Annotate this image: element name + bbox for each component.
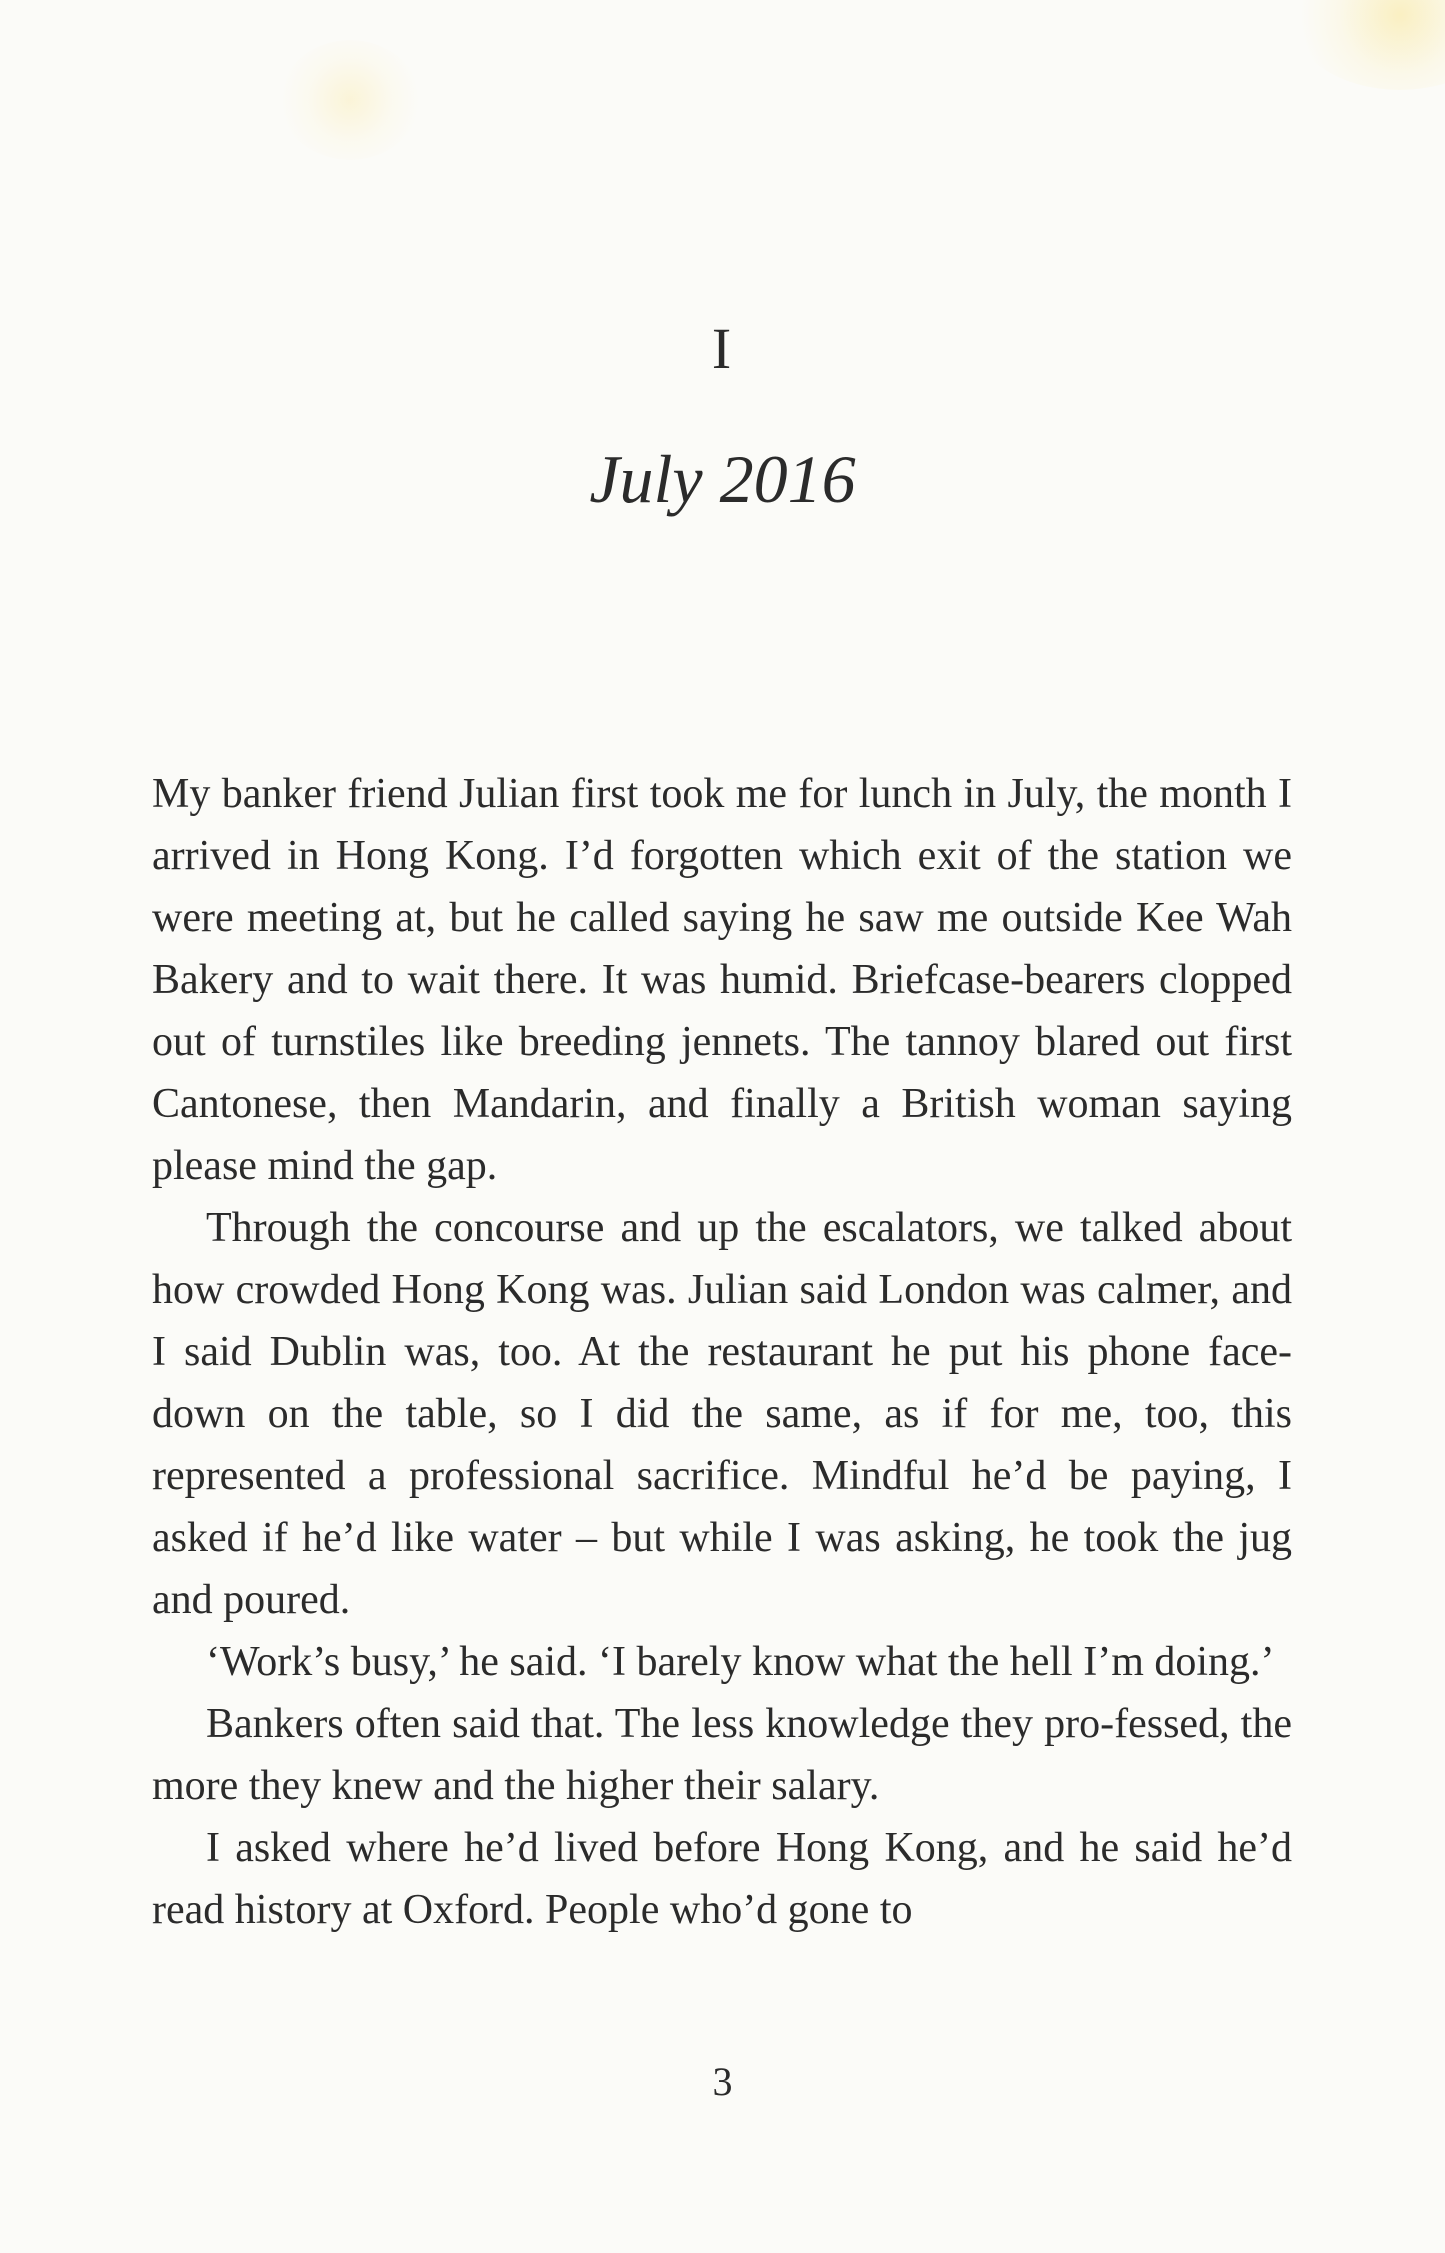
body-text xyxy=(152,763,1292,1941)
chapter-number: I xyxy=(711,316,734,381)
paragraph: I asked where he’d lived before Hong Kong, and he said he’d read history at Oxford. People who’d gone to xyxy=(152,1825,1292,1933)
paper-stain xyxy=(1290,0,1445,90)
chapter-date: July 2016 xyxy=(589,441,856,517)
page-number: 3 xyxy=(712,2059,733,2104)
paragraph: My banker friend Julian first took me for lunch in July, the month I arrived in Hong Kong. I’d forgotten which exit of the station we were meeting at, but he called saying he saw me outside Kee Wah Bakery and to wait there. It was humid. Briefcase-bearers clopped out of turnstiles like breeding jennets. The tannoy blared out first Cantonese, then Mandarin, and finally a British woman saying please mind the gap. xyxy=(152,771,1292,1189)
paragraph: Bankers often said that. The less knowledge they pro-fessed, the more they knew and the higher their salary. xyxy=(152,1701,1292,1809)
paragraph: Through the concourse and up the escalators, we talked about how crowded Hong Kong was. Julian said London was calmer, and I said Dublin was, too. At the restaurant he put his phone face-down on the table, so I did the same, as if for me, too, this represented a professional sacrifice. Mindful he’d be paying, I asked if he’d like water – but while I was asking, he took the jug and poured. xyxy=(152,1205,1292,1623)
paragraph: ‘Work’s busy,’ he said. ‘I barely know what the hell I’m doing.’ xyxy=(206,1639,1275,1685)
paper-stain xyxy=(280,40,420,160)
